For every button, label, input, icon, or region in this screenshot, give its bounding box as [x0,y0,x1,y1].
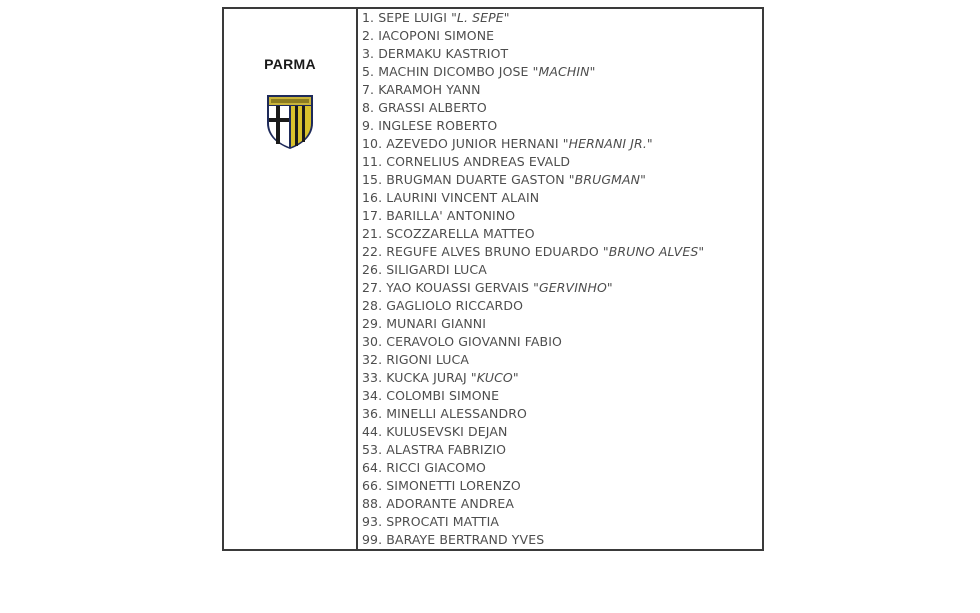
player-name: 64. RICCI GIACOMO [362,460,486,475]
player-cell [357,8,763,27]
player-nickname: "KUCO" [470,370,519,385]
player-cell [357,225,763,243]
player-nickname: "L. SEPE" [451,10,510,25]
player-cell [357,81,763,99]
player-name: 44. KULUSEVSKI DEJAN [362,424,508,439]
player-nickname: "BRUGMAN" [568,172,646,187]
player-name: 88. ADORANTE ANDREA [362,496,515,511]
player-nickname: "GERVINHO" [533,280,613,295]
player-name: 27. YAO KOUASSI GERVAIS [362,280,534,295]
player-name: 15. BRUGMAN DUARTE GASTON [362,172,569,187]
player-name: 34. COLOMBI SIMONE [362,388,500,403]
player-cell [357,477,763,495]
player-name: 28. GAGLIOLO RICCARDO [362,298,524,313]
player-name: 8. GRASSI ALBERTO [362,100,487,115]
player-cell [357,423,763,441]
player-name: 17. BARILLA' ANTONINO [362,208,516,223]
player-name: 11. CORNELIUS ANDREAS EVALD [362,154,571,169]
player-cell [357,243,763,261]
player-name: 1. SEPE LUIGI [362,10,452,25]
player-cell [357,297,763,315]
player-cell [357,459,763,477]
player-cell [357,117,763,135]
player-cell [357,171,763,189]
player-cell [357,405,763,423]
player-name: 16. LAURINI VINCENT ALAIN [362,190,540,205]
team-cell [223,8,357,550]
player-name: 30. CERAVOLO GIOVANNI FABIO [362,334,562,349]
player-cell [357,207,763,225]
player-name: 5. MACHIN DICOMBO JOSE [362,64,533,79]
table-row [223,8,763,27]
team-name: PARMA [264,56,316,72]
player-name: 36. MINELLI ALESSANDRO [362,406,527,421]
player-name: 99. BARAYE BERTRAND YVES [362,532,545,547]
roster-table [222,7,764,551]
player-nickname: "BRUNO ALVES" [602,244,705,259]
player-name: 32. RIGONI LUCA [362,352,470,367]
player-name: 10. AZEVEDO JUNIOR HERNANI [362,136,563,151]
player-name: 29. MUNARI GIANNI [362,316,487,331]
player-name: 93. SPROCATI MATTIA [362,514,500,529]
player-name: 21. SCOZZARELLA MATTEO [362,226,535,241]
player-cell [357,135,763,153]
player-cell [357,153,763,171]
player-cell [357,279,763,297]
player-cell [357,531,763,550]
player-nickname: "MACHIN" [532,64,596,79]
player-cell [357,27,763,45]
roster-body [223,8,763,550]
player-cell [357,333,763,351]
player-name: 7. KARAMOH YANN [362,82,481,97]
player-name: 53. ALASTRA FABRIZIO [362,442,507,457]
player-cell [357,387,763,405]
player-cell [357,315,763,333]
player-nickname: "HERNANI JR." [562,136,653,151]
player-name: 9. INGLESE ROBERTO [362,118,498,133]
player-cell [357,63,763,81]
player-name: 3. DERMAKU KASTRIOT [362,46,509,61]
player-cell [357,369,763,387]
player-cell [357,45,763,63]
player-cell [357,495,763,513]
player-name: 66. SIMONETTI LORENZO [362,478,521,493]
player-name: 22. REGUFE ALVES BRUNO EDUARDO [362,244,603,259]
player-name: 2. IACOPONI SIMONE [362,28,495,43]
player-name: 26. SILIGARDI LUCA [362,262,487,277]
player-name: 33. KUCKA JURAJ [362,370,471,385]
parma-crest-icon [265,93,315,151]
player-cell [357,441,763,459]
player-cell [357,513,763,531]
player-cell [357,99,763,117]
player-cell [357,261,763,279]
player-cell [357,189,763,207]
player-cell [357,351,763,369]
